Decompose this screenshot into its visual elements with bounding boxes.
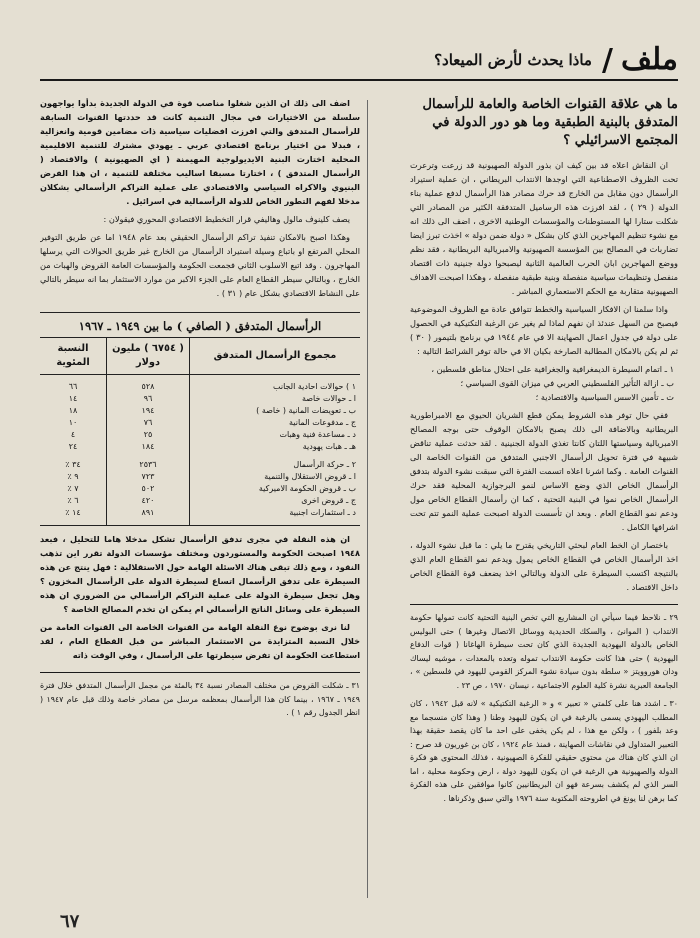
- table-row: [40, 495, 360, 507]
- condition-item: ١ ـ اتمام السيطرة الديمغرافية والجغرافية على احتلال مناطق فلسطين ،: [431, 364, 674, 374]
- table-row: [40, 405, 360, 417]
- section-title: ماذا يحدث لأرض الميعاد؟: [434, 51, 592, 69]
- footnote: ٢٩ ـ نلاحظ فيما سيأتي ان المشاريع التي تخص البنية التحتية كانت تمولها حكومة الانتداب ( الموانئ ، والسكك الحديدية ووسائل الاتصال وغيرها ) حتى البوليس الخاص بالدولة اليهودية الجديدة الذي كان تحت سيطرة الهاغانا ( قوات الدفاع اليهودية ) حتى هذا كانت حكومة الانتداب تموله وتعده بالمعدات ، موشيه ليساك ودان هوروويتز « سلطة بدون سيادة نشوء المركز القومي لليهود في فلسطين » ، الجامعة العبرية نشرة كلية العلوم الاجتماعية ، نيسان ١٩٧٠ ، ص ٢٣ .: [410, 613, 678, 690]
- row-value: ٧٢٣: [107, 471, 190, 483]
- row-label: ج ـ قروض اخرى: [190, 495, 361, 507]
- left-column: [40, 96, 360, 902]
- row-label: د ـ مساعدة فنية وهبات: [190, 429, 361, 441]
- row-percent: ٣٤ ٪: [65, 460, 81, 469]
- paragraph: ان النقاش اعلاه قد بين كيف ان بذور الدولة الصهيونية قد زرعت وترعرت تحت الظروف الاصطناعية التي اوجدها الانتداب البريطاني ، ان عملية استيراد الرأسمال دون مقابل من الخارج قد حرك مصادر هذا الرأسمال لدفع عملية بناء الدولة ( ٢٩ ) ، لقد افرزت هذه الرساميل المتدفقة الكثير من المصادر التي شكلت ستارا لها المستوطنات والمؤسسات الوطنية الاخرى ، اضف الى ذلك انه مع نشوء تنظيم المهاجرين الذي كان بشكل « دولة ضمن دولة » اخذت تبرز ايضا تضاربات في المصالح بين المؤسسة الصهيونية والامبريالية البريطانية ، فقد نظم ووضع المهاجرين ابان الحرب العالمية الثانية ليصبحوا دولة جنينية ذات اقتصاد منفصل وتنظيمات سياسية منفصلة وبنية طبقية منفصلة ، وهكذا اصبحت الاهداف الصهيونية متقاربة مع الحكم الاستعماري المباشر .: [410, 160, 678, 296]
- row-value: ٢٥٣٦: [107, 459, 190, 471]
- row-value: ٤٢٠: [107, 495, 190, 507]
- footnote-rule: [40, 672, 360, 673]
- row-percent: ٧ ٪: [67, 484, 79, 493]
- row-percent: ٦ ٪: [67, 496, 79, 505]
- table-row: [40, 471, 360, 483]
- section-slash: /: [601, 42, 613, 78]
- capital-flow-table: [40, 337, 360, 526]
- paragraph: وهكذا اصبح بالامكان تنفيذ تراكم الرأسمال الحقيقي بعد عام ١٩٤٨ اما عن طريق التوفير المحلي المرتفع او باتباع وسيلة استيراد الرأسمال من الخارج غير طريق الحوالات التي يرسلها المهاجرون . وقد اتبع الاسلوب الثاني فجمعت الحكومة والمؤسسات العامة القروض والهبات من الخارج ، وبالتالي سيطر القطاع العام على الجزء الاكبر من موارد الاستثمار بما انه سيطر بالتالي على النشاط الاقتصادي بشكل عام ( ٣١ ) .: [40, 232, 360, 298]
- row-percent: ١٤: [68, 394, 78, 403]
- row-label: ٢ ـ حركة الرأسمال: [190, 459, 361, 471]
- row-percent: ٩ ٪: [67, 472, 79, 481]
- row-label: ا ـ حوالات خاصة: [190, 393, 361, 405]
- table-row: [40, 381, 360, 393]
- table-header: النسبة المئوية: [40, 338, 107, 375]
- row-value: ٩٦: [107, 393, 190, 405]
- right-column: [410, 96, 678, 902]
- conditions-list: [410, 362, 678, 404]
- table-row: [40, 483, 360, 495]
- footnote-rule: [410, 604, 678, 605]
- header-rule: [40, 79, 678, 81]
- table-row: [40, 393, 360, 405]
- row-label: ا ـ قروض الاستقلال والتنمية: [190, 471, 361, 483]
- paragraph: يصف كلينوف مالول وهاليفي قرار التخطيط الاقتصادي المحوري فيقولان :: [103, 214, 350, 224]
- row-label: هـ ـ هبات يهودية: [190, 441, 361, 453]
- row-label: ب ـ تعويضات المانية ( خاصة ): [190, 405, 361, 417]
- table-row: [40, 429, 360, 441]
- table-row: [40, 459, 360, 471]
- row-value: ٧٦: [107, 417, 190, 429]
- table-row: [40, 507, 360, 519]
- running-head: [40, 42, 678, 78]
- table-title: الرأسمال المتدفق ( الصافي ) ما بين ١٩٤٩ ـ ١٩٦٧: [40, 312, 360, 333]
- paragraph: باختصار ان الخط العام لبحثي التاريخي يقترح ما يلي : ما قبل نشوء الدولة ، اخذ الرأسمال الخاص في القطاع الخاص يمول ويدعم نمو القطاع العام الذي بالنتيجة اكتسب السيطرة على الدولة وبالتالي اخذ يضعف قوة القطاع الخاص داخل الاقتصاد .: [410, 540, 678, 592]
- row-label: ج ـ مدفوعات المانية: [190, 417, 361, 429]
- row-label: د ـ استثمارات اجنبية: [190, 507, 361, 519]
- row-percent: ٢٤: [68, 442, 78, 451]
- table-row: [40, 441, 360, 453]
- row-value: ١٨٤: [107, 441, 190, 453]
- row-percent: ١٤ ٪: [65, 508, 81, 517]
- paragraph: لنا نرى بوضوح نوع النقلة الهامة من القنوات الخاصة الى القنوات العامة من خلال النسبة المتزايدة من الاستثمار المباشر من قبل القطاع العام ، لقد استطاعت الحكومة ان تفرض سيطرتها على الرأسمال ، وفي الوقت ذاته: [40, 622, 360, 660]
- article-headline: ما هي علاقة القنوات الخاصة والعامة للرأسمال المتدفق بالبنية الطبقية وما هو دور الدولة في المجتمع الاسرائيلي ؟: [422, 97, 678, 148]
- row-value: ٨٩١: [107, 507, 190, 519]
- condition-item: ب ـ ازالة التأثير الفلسطيني العربي في ميزان القوى السياسي ؛: [460, 378, 674, 388]
- row-value: ٥٢٨: [107, 381, 190, 393]
- table-header: مجموع الرأسمال المتدفق: [190, 338, 361, 375]
- column-divider: [367, 100, 368, 898]
- row-percent: ٤: [70, 430, 76, 439]
- section-logo: ملف: [620, 42, 678, 77]
- page-number: ٦٧: [60, 911, 80, 932]
- row-percent: ٦٦: [68, 382, 78, 391]
- row-value: ٥٠٢: [107, 483, 190, 495]
- footnote: ٣١ ـ شكلت القروض من مختلف المصادر نسبة ٣٤ بالمئة من مجمل الرأسمال المتدفق خلال فترة ١٩٤٩ ـ ١٩٦٧ ، بينما كان هذا الرأسمال بمعظمه مرسل من مصادر خاصة وذلك قبل عام ١٩٤٧ ( انظر الجدول رقم ١ ) .: [40, 681, 360, 717]
- row-value: ١٩٤: [107, 405, 190, 417]
- row-percent: ١٠: [68, 418, 78, 427]
- row-percent: ١٨: [68, 406, 78, 415]
- paragraph: اضف الى ذلك ان الذين شغلوا مناصب قوة في الدولة الجديدة بدأوا يواجهون سلسلة من الاختيارات في مجال التنمية كانت قد حددتها القنوات السابقة للرأسمال المتدفق والتي افرزت افضليات سياسية ذات مضامين قومية وانعزالية ، فبدلا من اختيار برنامج اقتصادي عربي ـ يهودي مشترك للتنمية الاقليمية المحلية اختارت البنية الايديولوجية المهيمنة ( اي الصهيونية ) والاقتصاد ( الرأسمال المتدفق ) ، اختارتا مسبقا اساليب مختلفة للتنمية ، ان هذا الفرض البنيوي والاكراه السياسي والاقتصادي على عملية التراكم الرأسمالي بشكلان مدخلا لفهم التطور الخاص للدولة الرأسمالية في اسرائيل .: [40, 98, 360, 206]
- row-label: ب ـ قروض الحكومة الاميركية: [190, 483, 361, 495]
- row-label: ١ ) حوالات احادية الجانب: [190, 381, 361, 393]
- paragraph: ففي حال توفر هذه الشروط يمكن قطع الشريان الحيوي مع الامبراطورية البريطانية وبالاضافة الى ذلك يصبح بالامكان الوقوف حتى بوجه المصالح الامبريالية وسياستها اللتان كانتا تغذي الدولة الجنينية . لقد حدثت عملية تناقض شبيهة في فترة تحويل الرأسمال الاجنبي المتدفق من القنوات الخاصة الى القنوات العامة . وكما اشرنا اعلاه اتسمت الفترة التي سبقت نشوء الدولة بتدفق الرأسمال الخاص الذي وضع الاساس لنمو البرجوازية المحلية فقد حرك الرأسمال الخاص نموا في البنية التحتية ، كما ان رأسمال القطاع الخاص مول ودعم نمو القطاع العام . وبعد ان تأسست الدولة اصبحت عملية النمو تتم تحت اشرافها الكامل .: [410, 410, 678, 532]
- table-row: [40, 417, 360, 429]
- table-header: ( ٦٧٥٤ ) مليون دولار: [107, 338, 190, 375]
- paragraph: واذا سلمنا ان الافكار السياسية والخطط تتوافق عادة مع الظروف الموضوعية فيصبح من السهل عندئذ ان نفهم لماذا لم يغير عن الرغبة التكتيكية في الحصول على دولة في جدول اعمال الصهاينة الا في عام ١٩٤٤ في برنامج بلتيمور ( ٣٠ ) ثم لم يكن بالامكان المطالبة الصارخة بكيان الا في حالة توفر الشرائط التالية :: [410, 304, 678, 356]
- row-value: ٢٥: [107, 429, 190, 441]
- condition-item: ت ـ تأمين الاسس السياسية والاقتصادية ؛: [535, 392, 674, 402]
- footnote: ٣٠ ـ اشدد هنا على كلمتي « تعبير » و « الرغبة التكتيكية » لانه قبل ١٩٤٢ ، كان المطلب اليهودي يسمى بالرغبة في ان يكون لليهود وطنا ( وهذا كان منسجما مع وعد بلفور ) ، ولكن مع هذا ، لم يكن يخفى على احد ما كان يقصد حقيقة بهذا التعبير المتداول في نقاشات الصهاينة ، فمنذ عام ١٩٢٤ ، كان بن غوريون قد صرح : ان الذي كان هناك من محتوى حقيقي للفكرة الصهيونية ، فذلك المحتوى هو فكرة الدولة والصهيونية هي الرغبة في ان يكون لليهود دولة ، ارض وحكومة محلية ، اما السر الذي لم يكشف بسرعة فهو ان البريطانيين كانوا موافقين على هذه الفكرة كما برهن لنا يونغ في اطروحته المكتوبة سنة ١٩٧٦ والتي سبق وذكرناها .: [410, 699, 678, 803]
- paragraph: ان هذه النقلة في مجرى تدفق الرأسمال تشكل مدخلا هاما للتحليل ، فبعد ١٩٤٨ اصبحت الحكومة والمستوردون ومختلف مؤسسات الدولة تقرر اين تذهب النقود ، ومع ذلك تبقى هناك الاسئلة الهامة حول الاستقلالية : فهل ينتج عن هذه السيطرة على تدفق الرأسمال اتساع لسيطرة الدولة على الرأسمال المخزون ؟ وهل تجعل سيطرة الدولة على عملية التراكم الرأسمالي من الضروري ان هذه السيطرة على وسائل الناتج الرأسمالي ام يمكن ان تخدم المصالح الخاصة ؟: [40, 534, 360, 614]
